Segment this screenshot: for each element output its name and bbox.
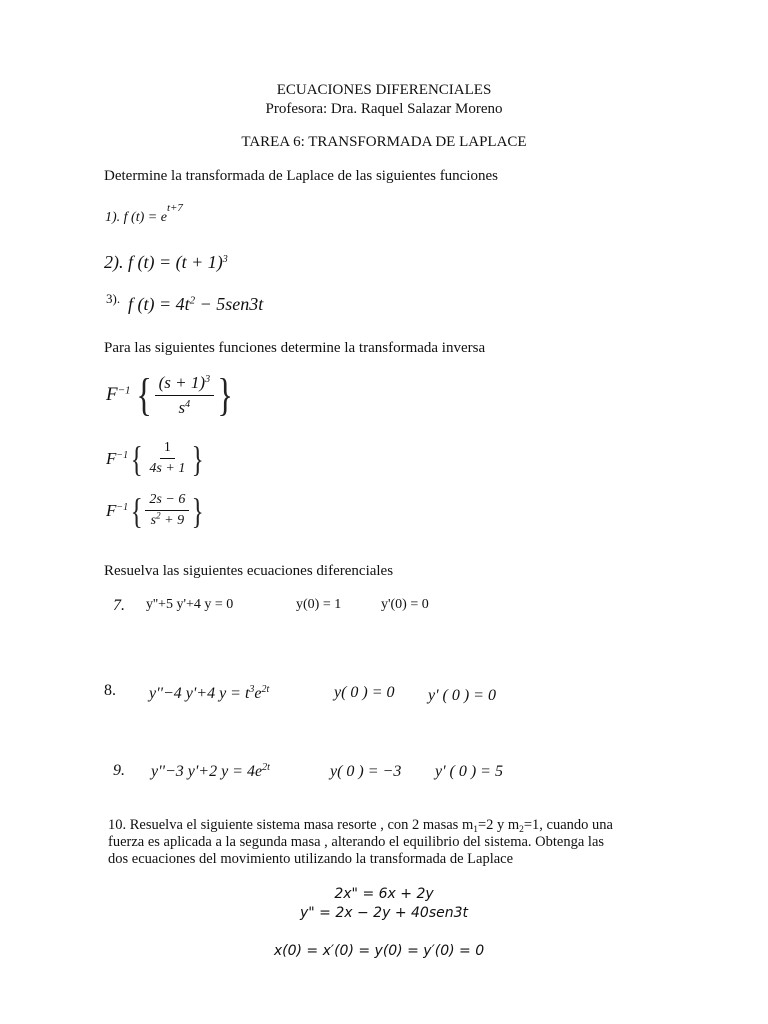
problem-9-initial-2: y' ( 0 ) = 5 <box>435 763 503 780</box>
inverse-3-fraction <box>145 492 189 529</box>
problem-9-initial-1: y( 0 ) = −3 <box>330 763 402 780</box>
left-brace: { <box>130 438 143 479</box>
inverse-instruction: Para las siguientes funciones determine la transformada inversa <box>104 340 486 356</box>
inverse-2-numerator: 1 <box>160 440 175 459</box>
right-brace: } <box>191 438 205 479</box>
problem-2-text: 2). f (t) = (t + 1) <box>104 252 223 272</box>
problem-7-equation: y''+5 y'+4 y = 0 <box>146 597 234 612</box>
course-title: ECUACIONES DIFERENCIALES <box>276 82 492 98</box>
problem-3-text-a: f (t) = 4t <box>128 294 190 314</box>
inverse-1-fraction <box>155 373 214 418</box>
problem-7-number: 7. <box>113 597 125 614</box>
problem-8-initial-1: y( 0 ) = 0 <box>334 684 395 701</box>
initial-conditions: x(0) = x′(0) = y(0) = y′(0) = 0 <box>273 943 485 959</box>
problem-9-number: 9. <box>113 762 125 779</box>
inverse-problem-1 <box>106 369 236 420</box>
inverse-3-denominator: $s^2 + 9$ <box>150 510 185 528</box>
inverse-operator: $F^{-1}$ <box>106 500 129 520</box>
problem-1 <box>105 202 183 226</box>
problem-8-number: 8. <box>104 682 116 699</box>
system-equation-2: y" = 2x − 2y + 40sen3t <box>300 905 468 921</box>
problem-10-line-3: dos ecuaciones del movimiento utilizando la transformada de Laplace <box>108 851 514 867</box>
inverse-1-denominator: $s^4$ <box>178 397 191 417</box>
inverse-problem-2 <box>106 440 207 477</box>
inverse-1-numerator: $(s + 1)^3$ <box>155 373 214 396</box>
inverse-2-denominator: 4s + 1 <box>149 461 186 476</box>
system-equation-1: 2x" = 6x + 2y <box>334 886 434 902</box>
inverse-operator: $F^{-1}$ <box>106 448 129 468</box>
inverse-2-fraction <box>145 440 189 477</box>
problem-8-equation: y''−4 y'+4 $y = t^3e^{2t}$ <box>149 684 270 702</box>
teacher-name: Profesora: Dra. Raquel Salazar Moreno <box>265 101 503 117</box>
problem-2-exponent: 3 <box>222 254 228 265</box>
left-brace: { <box>130 490 143 531</box>
problem-10-line-1: 10. Resuelva el siguiente sistema masa resorte , con 2 masas $m_1=2$ y $m_2=1$, cuando una <box>108 817 613 835</box>
problem-8-initial-2: y' ( 0 ) = 0 <box>428 687 496 704</box>
problem-9-equation: y''−3 y'+2 $y = 4e^{2t}$ <box>151 762 270 780</box>
problem-7-initial-2: y'(0) = 0 <box>381 597 429 612</box>
inverse-3-numerator: 2s − 6 <box>145 492 189 511</box>
problem-10-line-2: fuerza es aplicada a la segunda masa , alterando el equilibrio del sistema. Obtenga las <box>108 834 605 850</box>
problem-3-text-b: − 5sen3t <box>195 294 264 314</box>
problem-7-initial-1: y(0) = 1 <box>296 597 342 612</box>
ode-instruction: Resuelva las siguientes ecuaciones diferenciales <box>104 563 394 579</box>
problem-1-exponent: t+7 <box>166 202 183 214</box>
right-brace: } <box>217 369 233 420</box>
inverse-operator: $F^{-1}$ <box>106 384 131 405</box>
problem-2 <box>104 252 228 273</box>
left-brace: { <box>135 369 152 420</box>
right-brace: } <box>191 490 205 531</box>
problem-3 <box>128 294 263 315</box>
problem-3-exponent: 2 <box>189 294 196 307</box>
inverse-problem-3 <box>106 492 207 529</box>
assignment-title: TAREA 6: TRANSFORMADA DE LAPLACE <box>241 134 527 150</box>
laplace-instruction: Determine la transformada de Laplace de las siguientes funciones <box>104 168 499 184</box>
problem-3-number: 3). <box>106 291 121 306</box>
problem-1-text: 1). f (t) = e <box>105 209 167 225</box>
